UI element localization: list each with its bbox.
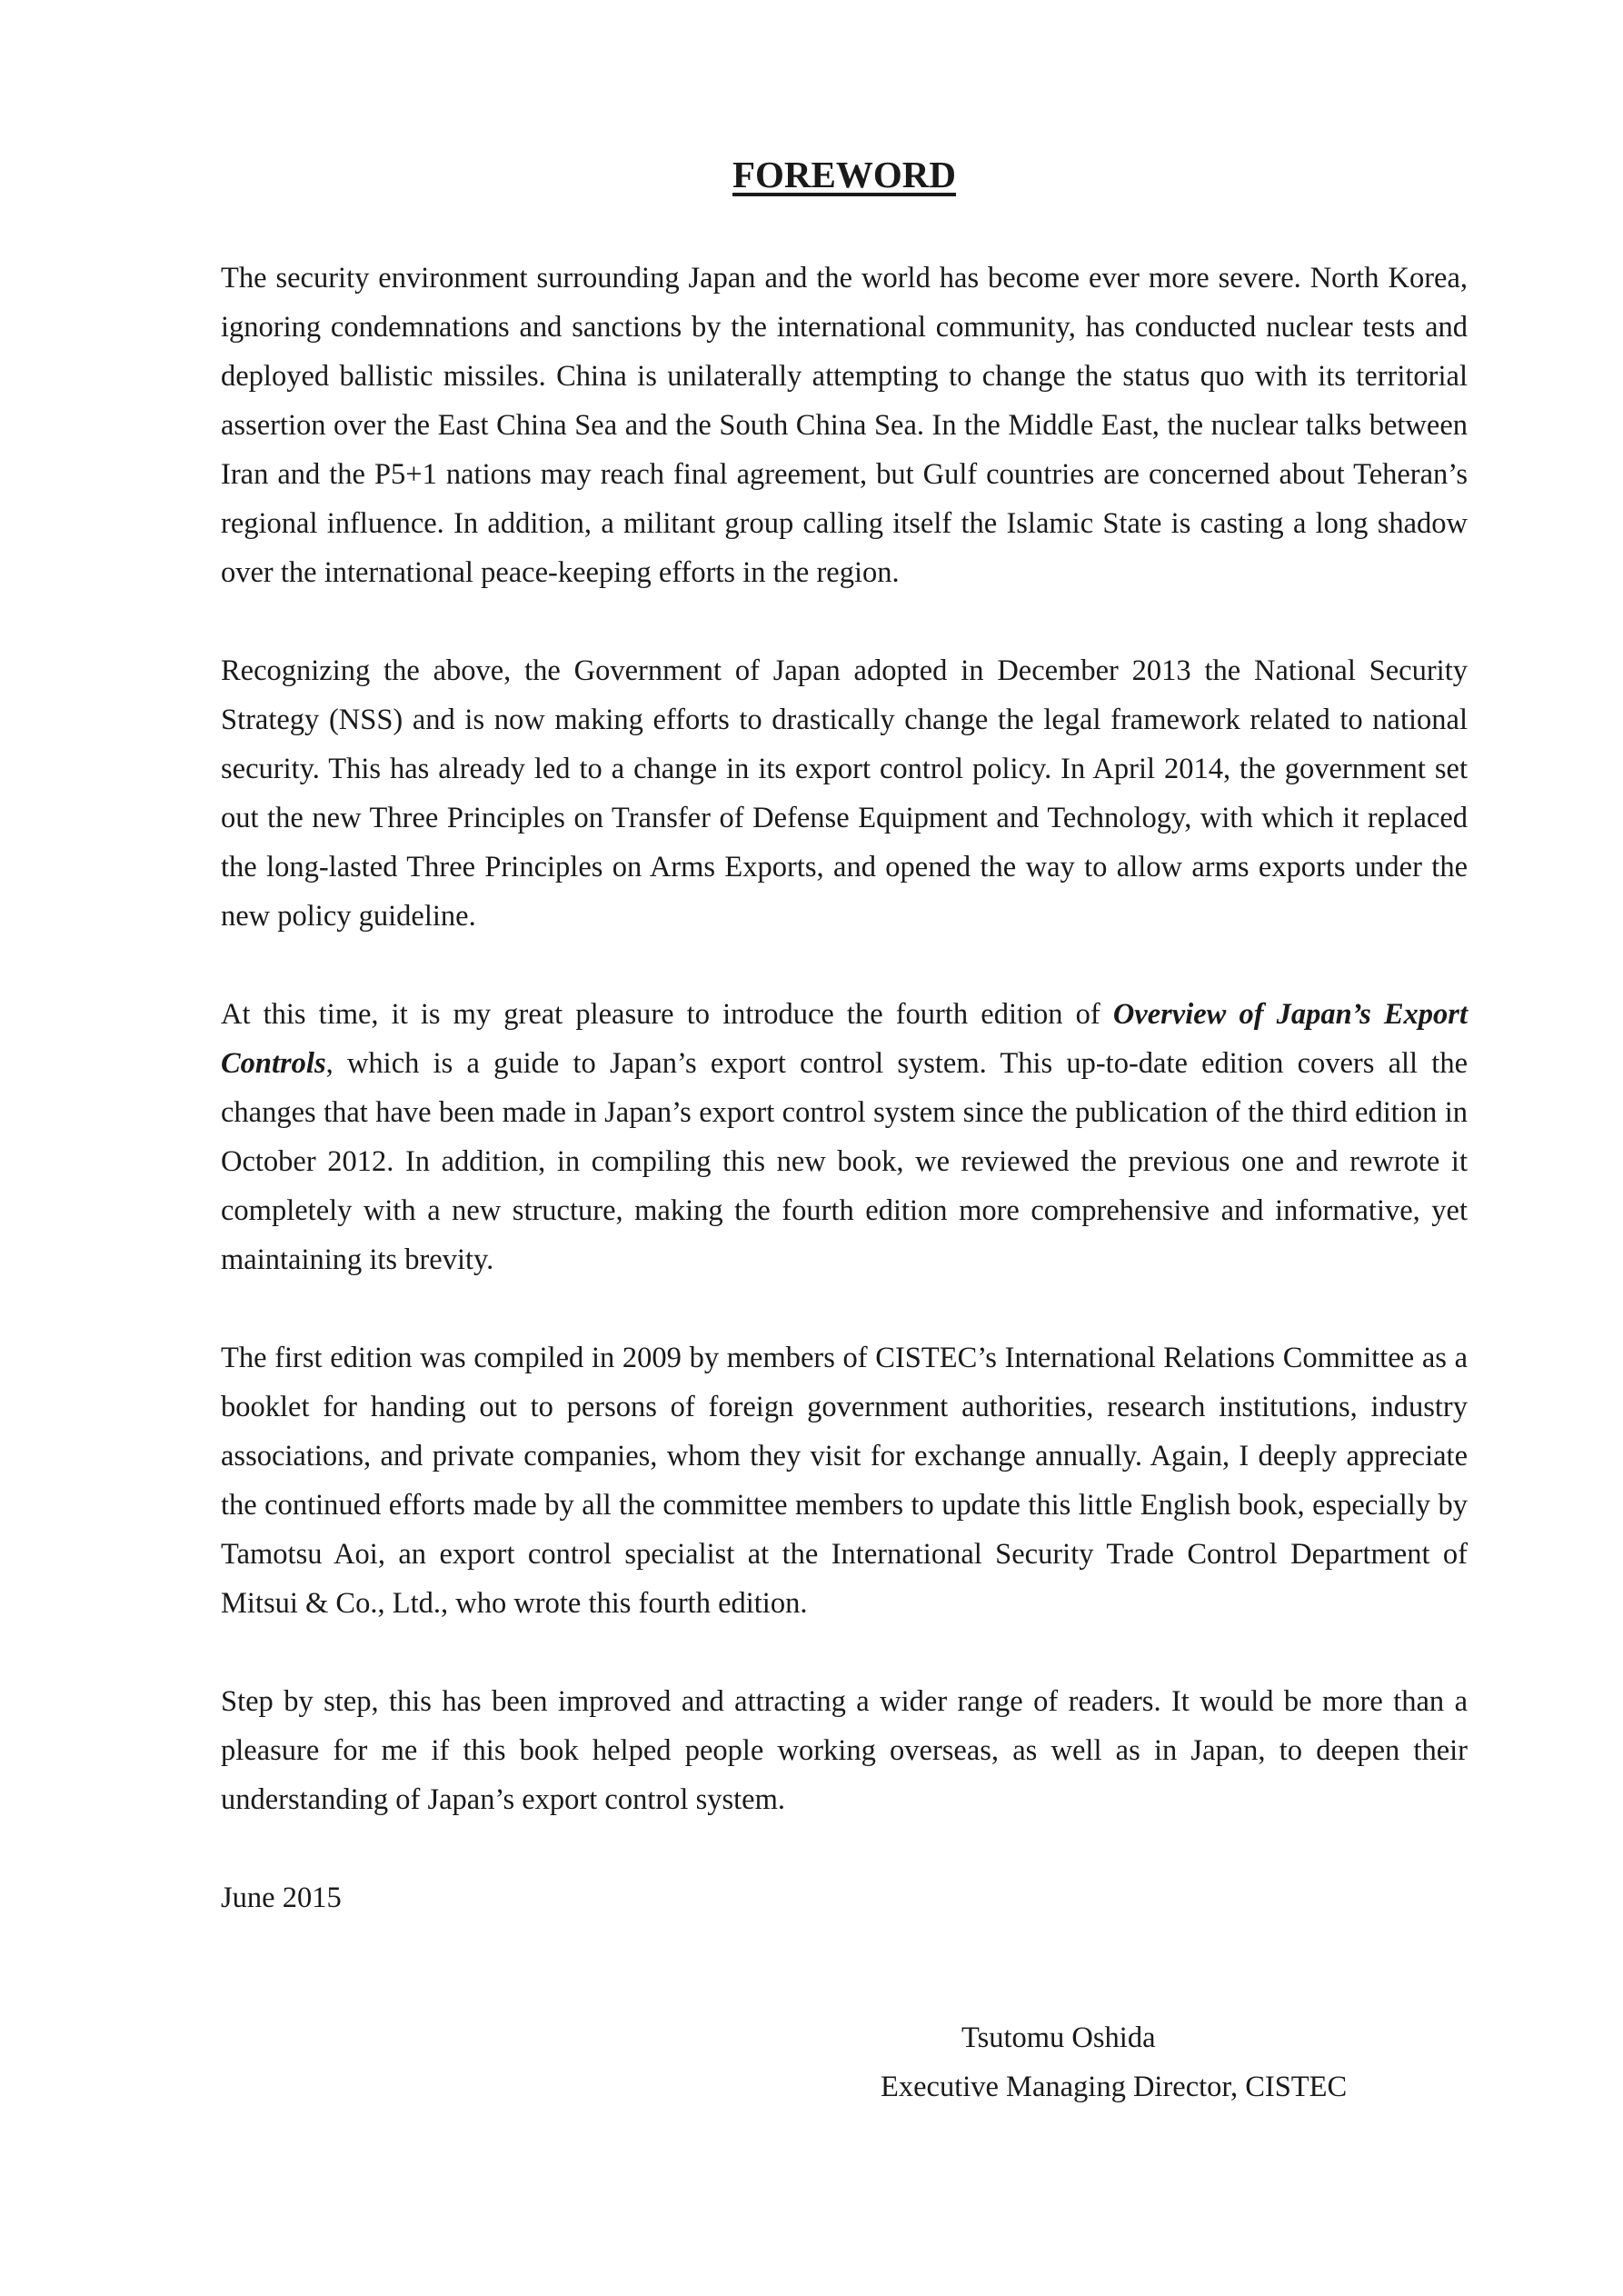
paragraph-closing: Step by step, this has been improved and attracting a wider range of readers. It would be more than a pleasure for me if this book helped people working overseas, as well as in Japan, to deepen their understanding of Japan’s export control system. bbox=[221, 1685, 1468, 1817]
paragraph-first-edition: The first edition was compiled in 2009 by members of CISTEC’s International Relations Committee as a booklet for handing out to persons of foreign government authorities, research institutions, industry associations, and private companies, whom they visit for exchange annually. Again, I deeply appreciate the continued efforts made by all the committee members to update this little English book, especially by Tamotsu Aoi, an export control specialist at the International Security Trade Control Department of Mitsui & Co., Ltd., who wrote this fourth edition. bbox=[221, 1342, 1468, 1621]
paragraph-national-security-strategy: Recognizing the above, the Government of Japan adopted in December 2013 the National Security Strategy (NSS) and is now making efforts to drastically change the legal framework related to national security. This has already led to a change in its export control policy. In April 2014, the government set out the new Three Principles on Transfer of Defense Equipment and Technology, with which it replaced the long-lasted Three Principles on Arms Exports, and opened the way to allow arms exports under the new policy guideline. bbox=[221, 654, 1468, 933]
signature-name: Tsutomu Oshida bbox=[961, 2021, 1156, 2054]
paragraph-security-environment: The security environment surrounding Japan and the world has become ever more severe. North Korea, ignoring condemnations and sanctions by the international community, has conducted nuclear tests and deployed ballistic missiles. China is unilaterally attempting to change the status quo with its territorial assertion over the East China Sea and the South China Sea. In the Middle East, the nuclear talks between Iran and the P5+1 nations may reach final agreement, but Gulf countries are concerned about Teheran’s regional influence. In addition, a militant group calling itself the Islamic State is casting a long shadow over the international peace-keeping efforts in the region. bbox=[221, 262, 1468, 590]
document-date: June 2015 bbox=[221, 1882, 342, 1915]
paragraph-fourth-edition-intro: At this time, it is my great pleasure to introduce the fourth edition of bbox=[221, 998, 1113, 1032]
paragraph-fourth-edition-body: , which is a guide to Japan’s export control system. This up-to-date edition covers all the changes that have been made in Japan’s export control system since the publication of the third edition in October 2012. In addition, in compiling this new book, we reviewed the previous one and rewrote it completely with a new structure, making the fourth edition more comprehensive and informative, yet maintaining its brevity. bbox=[221, 1047, 1468, 1277]
foreword-page bbox=[221, 153, 1468, 1922]
page-title: FOREWORD bbox=[732, 154, 956, 195]
signature-title: Executive Managing Director, CISTEC bbox=[881, 2071, 1348, 2103]
book-title: Overview of Japan’s Export Controls bbox=[221, 998, 1468, 1081]
paragraph-fourth-edition bbox=[221, 990, 1468, 1284]
